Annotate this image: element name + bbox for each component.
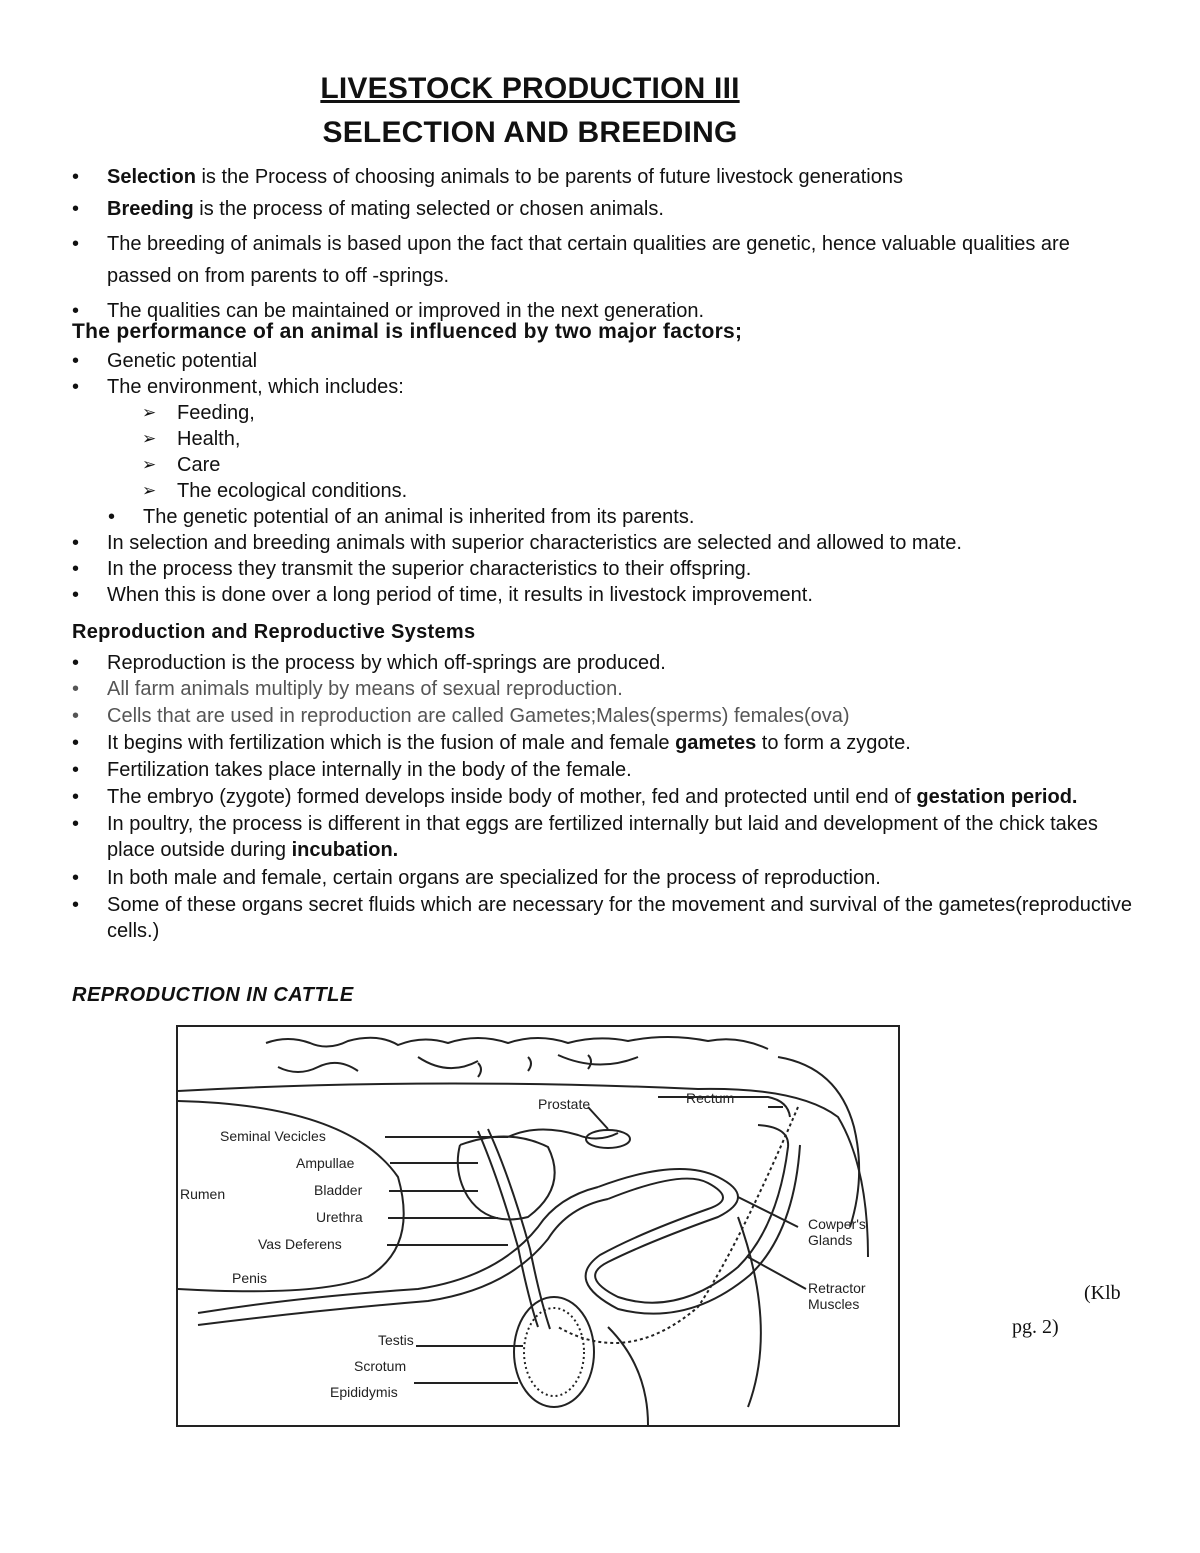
term-gametes: gametes (675, 732, 757, 754)
list-item: ➢ Health, (142, 426, 407, 452)
improvement-list (72, 530, 1132, 608)
list-item: • In the process they transmit the superior characteristics to their offspring. (72, 556, 1132, 582)
label-ampullae: Ampullae (296, 1155, 355, 1171)
term-breeding: Breeding (107, 198, 194, 220)
list-item-text: The qualities can be maintained or improved in the next generation. (107, 300, 705, 322)
list-item (72, 811, 1132, 863)
list-item: • The genetic potential of an animal is inherited from its parents. (108, 504, 1108, 530)
list-item: • In selection and breeding animals with superior characteristics are selected and allowed to mate. (72, 530, 1132, 556)
list-item: • Reproduction is the process by which off-springs are produced. (72, 650, 1132, 676)
list-item: • Fertilization takes place internally in the body of the female. (72, 757, 1132, 783)
indented-bullet-list (108, 504, 1108, 530)
list-item: • Cells that are used in reproduction are called Gametes;Males(sperms) females(ova) (72, 703, 1132, 729)
label-seminal-vesicles: Seminal Vecicles (220, 1128, 326, 1144)
list-item: • All farm animals multiply by means of sexual reproduction. (72, 676, 1132, 702)
label-glands: Glands (808, 1232, 853, 1248)
list-item (72, 164, 1132, 190)
list-item (72, 784, 1132, 810)
factor-list (72, 348, 1132, 400)
label-penis: Penis (232, 1270, 268, 1286)
label-testis: Testis (378, 1332, 414, 1348)
list-item: • When this is done over a long period of time, it results in livestock improvement. (72, 582, 1132, 608)
list-item (72, 196, 1132, 222)
citation-line-1: (Klb (1084, 1282, 1121, 1304)
label-urethra: Urethra (316, 1209, 363, 1225)
figure-heading: REPRODUCTION IN CATTLE (72, 984, 354, 1006)
list-item-text: The breeding of animals is based upon the fact that certain qualities are genetic, hence valuable qualities are passed on from parents to off -springs. (107, 233, 1070, 287)
cattle-reproductive-diagram (176, 1025, 900, 1427)
label-rumen: Rumen (180, 1186, 226, 1202)
list-item-text: In poultry, the process is different in that eggs are fertilized internally but laid and development of the chick takes place outside during (107, 813, 1098, 861)
definition-text: is the process of mating selected or chosen animals. (193, 198, 664, 220)
performance-heading: The performance of an animal is influenced by two major factors; (72, 320, 743, 343)
label-rectum: Rectum (686, 1090, 735, 1106)
label-scrotum: Scrotum (354, 1358, 407, 1374)
definition-text: is the Process of choosing animals to be parents of future livestock generations (195, 166, 903, 188)
list-item-text: to form a zygote. (756, 732, 911, 754)
label-vas-deferens: Vas Deferens (258, 1236, 342, 1252)
reproduction-list (72, 650, 1132, 944)
label-cowpers: Cowper's (808, 1216, 866, 1232)
environment-list (142, 400, 407, 504)
list-item (72, 730, 1132, 756)
label-muscles: Muscles (808, 1296, 860, 1312)
list-item: ➢ Care (142, 452, 407, 478)
list-item-text: It begins with fertilization which is the fusion of male and female (107, 732, 676, 754)
diagram-drawing (178, 1027, 898, 1425)
diagram-outlines (178, 1037, 868, 1425)
label-retractor: Retractor (808, 1280, 866, 1296)
label-bladder: Bladder (314, 1182, 363, 1198)
page-title: LIVESTOCK PRODUCTION III (320, 72, 740, 105)
term-incubation: incubation. (291, 839, 399, 861)
term-gestation: gestation period. (916, 786, 1078, 808)
label-prostate: Prostate (538, 1096, 591, 1112)
list-item: ➢ The ecological conditions. (142, 478, 407, 504)
list-item: • Genetic potential (72, 348, 1132, 374)
list-item: • In both male and female, certain organs are specialized for the process of reproduction. (72, 865, 1132, 891)
page-subtitle: SELECTION AND BREEDING (322, 116, 738, 149)
list-item (72, 228, 1132, 292)
list-item-text: The embryo (zygote) formed develops inside body of mother, fed and protected until end of (107, 786, 917, 808)
list-item: • Some of these organs secret fluids which are necessary for the movement and survival of the gametes(reproductive cells.) (72, 892, 1132, 944)
reproduction-heading: Reproduction and Reproductive Systems (72, 621, 476, 643)
term-selection: Selection (107, 166, 196, 188)
label-epididymis: Epididymis (330, 1384, 398, 1400)
citation-line-2: pg. 2) (1012, 1316, 1059, 1338)
list-item: ➢ Feeding, (142, 400, 407, 426)
list-item: • The environment, which includes: (72, 374, 1132, 400)
intro-bullet-list (72, 164, 1132, 330)
